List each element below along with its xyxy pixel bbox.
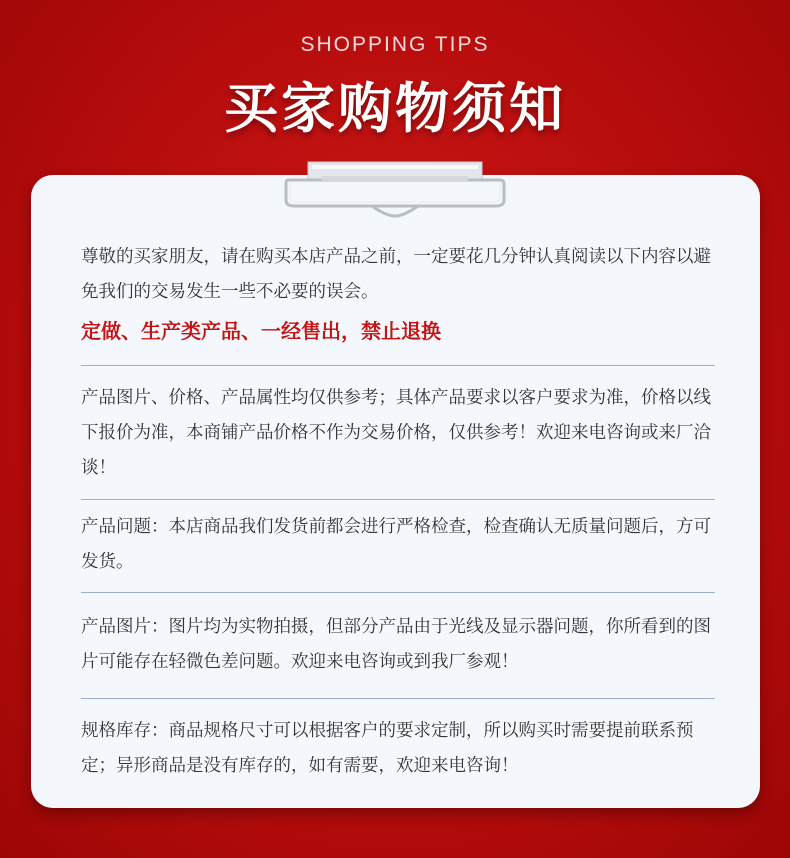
- divider: [81, 499, 715, 500]
- divider: [81, 365, 715, 366]
- divider: [81, 592, 715, 593]
- clipboard-clip-icon: [282, 160, 508, 220]
- warning-text: 定做、生产类产品、一经售出，禁止退换: [81, 319, 441, 343]
- page-title: 买家购物须知: [224, 77, 566, 140]
- divider: [81, 698, 715, 699]
- section-text: 产品问题：本店商品我们发货前都会进行严格检查，检查确认无质量问题后，方可发货。: [81, 517, 711, 572]
- notice-content: [81, 240, 717, 784]
- section-text: 产品图片、价格、产品属性均仅供参考；具体产品要求以客户要求为准，价格以线下报价为准，本商铺产品价格不作为交易价格，仅供参考！欢迎来电咨询或来厂洽谈！: [81, 388, 711, 478]
- section-text: 规格库存：商品规格尺寸可以根据客户的要求定制，所以购买时需要提前联系预定；异形商品是没有库存的，如有需要，欢迎来电咨询！: [81, 721, 694, 776]
- subtitle: SHOPPING TIPS: [300, 33, 490, 56]
- intro-text: 尊敬的买家朋友，请在购买本店产品之前，一定要花几分钟认真阅读以下内容以避免我们的交易发生一些不必要的误会。: [81, 247, 711, 302]
- section-text: 产品图片：图片均为实物拍摄，但部分产品由于光线及显示器问题，你所看到的图片可能存在轻微色差问题。欢迎来电咨询或到我厂参观！: [81, 617, 711, 672]
